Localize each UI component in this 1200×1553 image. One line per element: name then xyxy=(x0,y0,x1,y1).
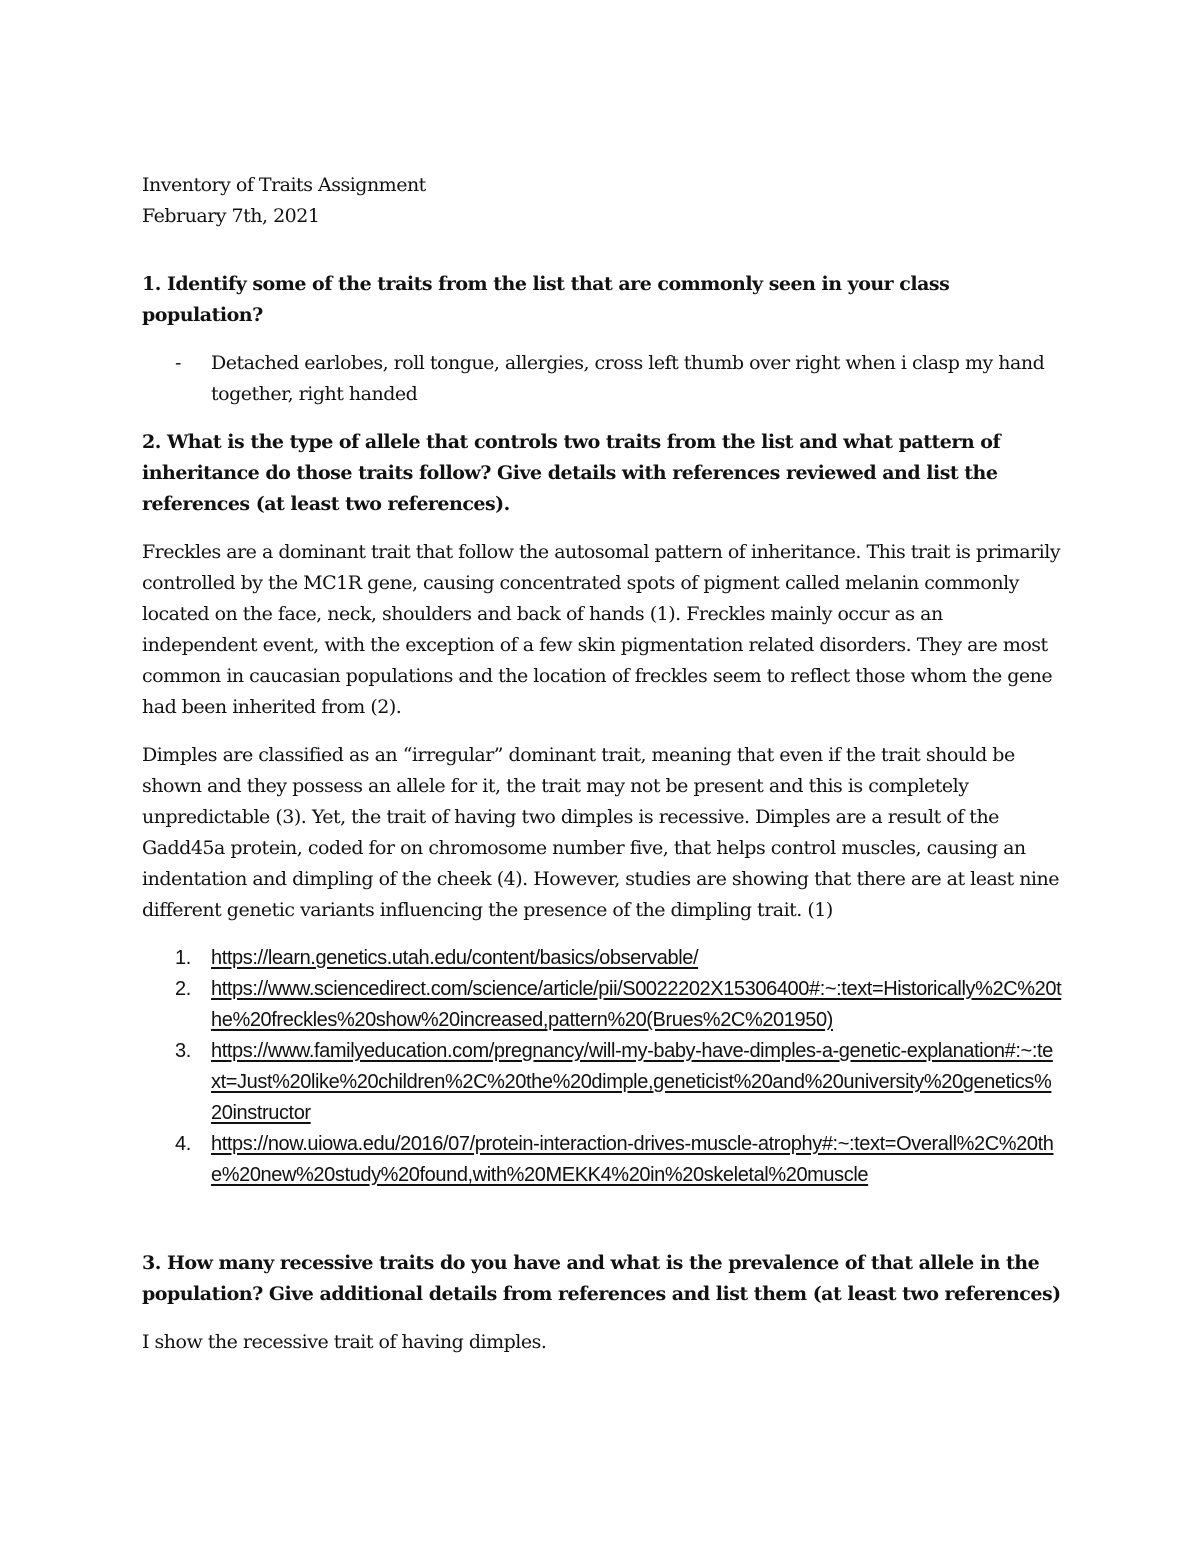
reference-item-2 xyxy=(142,974,1062,1036)
question-2: 2. What is the type of allele that controls two traits from the list and what pattern of inheritance do those traits follow? Give details with references reviewed and list the references (at least two references). xyxy=(142,431,1001,515)
document-header xyxy=(142,170,1062,232)
question-3: 3. How many recessive traits do you have and what is the prevalence of that allele in the population? Give additional details from references and list them (at least two references) xyxy=(142,1252,1061,1305)
dimples-paragraph: Dimples are classified as an “irregular” dominant trait, meaning that even if the trait should be shown and they possess an allele for it, the trait may not be present and this is completely unpredictable (3). Yet, the trait of having two dimples is recessive. Dimples are a result of the Gadd45a protein, coded for on chromosome number five, that helps control muscles, causing an indentation and dimpling of the cheek (4). However, studies are showing that there are at least nine different genetic variants influencing the presence of the dimpling trait. (1) xyxy=(142,744,1059,921)
reference-link-4[interactable]: https://now.uiowa.edu/2016/07/protein-interaction-drives-muscle-atrophy#:~:text=Overall%2C%20the%20new%20study%20found,with%20MEKK4%20in%20skeletal%20muscle xyxy=(211,1133,1054,1186)
bullet-dash: - xyxy=(175,352,181,374)
reference-item-1 xyxy=(142,943,1062,974)
reference-number: 3. xyxy=(175,1040,191,1062)
reference-item-3 xyxy=(142,1036,1062,1129)
reference-number: 2. xyxy=(175,978,191,1000)
reference-number: 1. xyxy=(175,947,191,969)
reference-list xyxy=(142,943,1062,1191)
document-date: February 7th, 2021 xyxy=(142,205,320,227)
reference-link-1[interactable]: https://learn.genetics.utah.edu/content/basics/observable/ xyxy=(211,947,699,969)
section-spacer xyxy=(142,1191,1062,1248)
reference-item-4 xyxy=(142,1129,1062,1191)
reference-link-3[interactable]: https://www.familyeducation.com/pregnancy/will-my-baby-have-dimples-a-genetic-explanation#:~:text=Just%20like%20children%2C%20the%20dimple,geneticist%20and%20university%20genetics%20instructor xyxy=(211,1040,1053,1124)
question-1-answer-list xyxy=(142,348,1062,410)
document-page xyxy=(142,170,1062,1375)
reference-number: 4. xyxy=(175,1133,191,1155)
question-3-answer: I show the recessive trait of having dimples. xyxy=(142,1331,547,1353)
document-title: Inventory of Traits Assignment xyxy=(142,174,426,196)
freckles-paragraph: Freckles are a dominant trait that follow the autosomal pattern of inheritance. This trait is primarily controlled by the MC1R gene, causing concentrated spots of pigment called melanin commonly located on the face, neck, shoulders and back of hands (1). Freckles mainly occur as an independent event, with the exception of a few skin pigmentation related disorders. They are most common in caucasian populations and the location of freckles seem to reflect those whom the gene had been inherited from (2). xyxy=(142,541,1061,718)
question-1: 1. Identify some of the traits from the list that are commonly seen in your class population? xyxy=(142,273,950,326)
reference-link-2[interactable]: https://www.sciencedirect.com/science/article/pii/S0022202X15306400#:~:text=Historically%2C%20the%20freckles%20show%20increased,pattern%20(Brues%2C%201950) xyxy=(211,978,1062,1031)
list-item xyxy=(142,348,1062,410)
question-1-answer: Detached earlobes, roll tongue, allergies, cross left thumb over right when i clasp my hand together, right handed xyxy=(211,352,1045,405)
